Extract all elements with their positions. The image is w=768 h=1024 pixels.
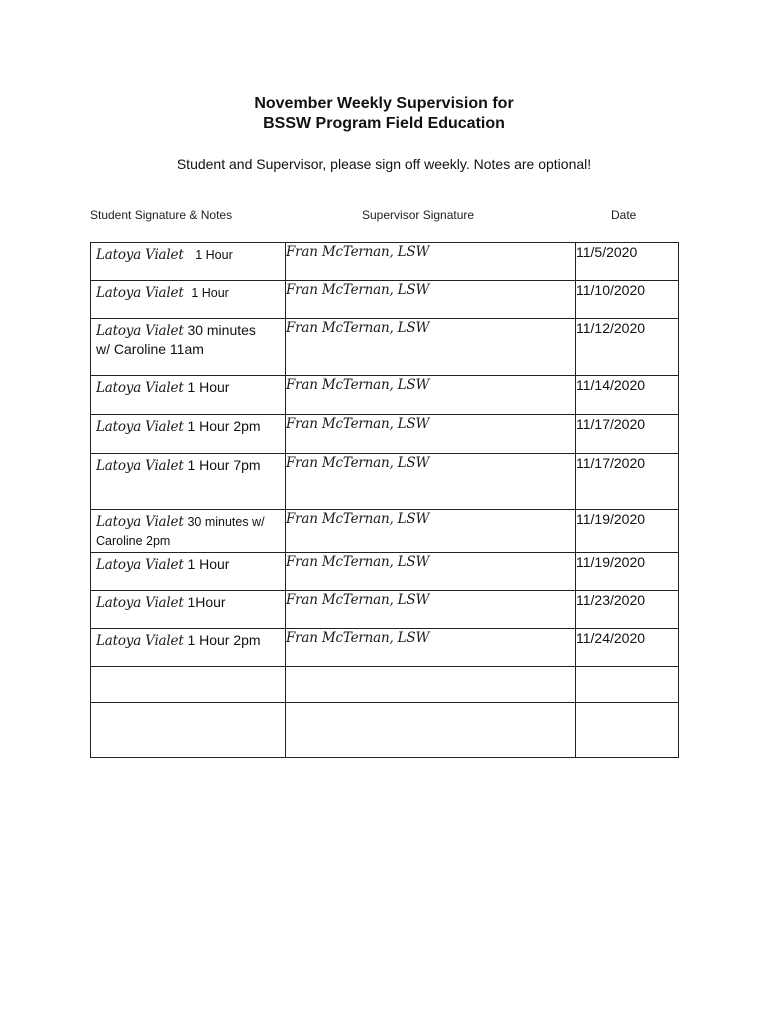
table-row-empty bbox=[91, 667, 679, 703]
student-cell bbox=[91, 667, 286, 703]
date-cell: 11/19/2020 bbox=[576, 510, 679, 553]
supervisor-cell bbox=[286, 553, 576, 591]
table-row bbox=[91, 319, 679, 376]
date-cell: 11/24/2020 bbox=[576, 629, 679, 667]
table-row bbox=[91, 415, 679, 454]
date-cell: 11/17/2020 bbox=[576, 454, 679, 510]
supervisor-cell bbox=[286, 667, 576, 703]
student-note: 1 Hour bbox=[187, 556, 230, 572]
title-line-1: November Weekly Supervision for bbox=[254, 95, 514, 112]
student-cell bbox=[91, 591, 286, 629]
date-cell bbox=[576, 667, 679, 703]
date-cell: 11/17/2020 bbox=[576, 415, 679, 454]
student-note: 1 Hour 2pm bbox=[187, 418, 261, 434]
student-cell bbox=[91, 629, 286, 667]
table-row bbox=[91, 454, 679, 510]
date-cell: 11/23/2020 bbox=[576, 591, 679, 629]
student-note: 30 minutes w/ bbox=[187, 515, 265, 529]
supervisor-signature: Fran McTernan, LSW bbox=[286, 455, 430, 471]
student-cell bbox=[91, 415, 286, 454]
student-cell bbox=[91, 243, 286, 281]
date-cell bbox=[576, 703, 679, 758]
student-signature: Latoya Vialet bbox=[96, 419, 184, 435]
student-cell bbox=[91, 553, 286, 591]
student-note-continued: w/ Caroline 11am bbox=[96, 341, 204, 357]
student-cell bbox=[91, 376, 286, 415]
student-signature: Latoya Vialet bbox=[96, 323, 184, 339]
supervisor-signature: Fran McTernan, LSW bbox=[286, 377, 430, 393]
student-cell bbox=[91, 703, 286, 758]
title-line-2: BSSW Program Field Education bbox=[263, 115, 505, 132]
student-cell bbox=[91, 510, 286, 553]
date-cell: 11/12/2020 bbox=[576, 319, 679, 376]
supervisor-signature: Fran McTernan, LSW bbox=[286, 630, 430, 646]
date-cell: 11/14/2020 bbox=[576, 376, 679, 415]
student-signature: Latoya Vialet bbox=[96, 285, 184, 301]
student-signature: Latoya Vialet bbox=[96, 514, 184, 530]
student-note: 1 Hour 7pm bbox=[187, 457, 261, 473]
student-signature: Latoya Vialet bbox=[96, 633, 184, 649]
student-cell bbox=[91, 454, 286, 510]
table-row bbox=[91, 243, 679, 281]
table-row bbox=[91, 629, 679, 667]
supervisor-signature: Fran McTernan, LSW bbox=[286, 244, 430, 260]
student-cell bbox=[91, 281, 286, 319]
student-signature: Latoya Vialet bbox=[96, 595, 184, 611]
supervisor-signature: Fran McTernan, LSW bbox=[286, 282, 430, 298]
supervisor-signature: Fran McTernan, LSW bbox=[286, 416, 430, 432]
student-note: 1 Hour bbox=[195, 248, 233, 262]
date-cell: 11/5/2020 bbox=[576, 243, 679, 281]
supervisor-cell bbox=[286, 591, 576, 629]
supervisor-cell bbox=[286, 243, 576, 281]
document-title bbox=[0, 94, 768, 134]
date-cell: 11/19/2020 bbox=[576, 553, 679, 591]
table-row bbox=[91, 281, 679, 319]
date-cell: 11/10/2020 bbox=[576, 281, 679, 319]
supervisor-signature: Fran McTernan, LSW bbox=[286, 592, 430, 608]
student-cell bbox=[91, 319, 286, 376]
table-row bbox=[91, 553, 679, 591]
column-header-student: Student Signature & Notes bbox=[90, 208, 233, 222]
student-note: 1 Hour bbox=[191, 286, 229, 300]
supervisor-cell bbox=[286, 629, 576, 667]
supervision-log-table bbox=[90, 242, 679, 758]
student-signature: Latoya Vialet bbox=[96, 247, 184, 263]
supervisor-cell bbox=[286, 415, 576, 454]
student-note-continued: Caroline 2pm bbox=[96, 534, 171, 548]
column-header-date: Date bbox=[611, 208, 637, 222]
supervisor-cell bbox=[286, 510, 576, 553]
table-row bbox=[91, 510, 679, 553]
table-row bbox=[91, 591, 679, 629]
student-note: 30 minutes bbox=[187, 322, 256, 338]
supervisor-cell bbox=[286, 454, 576, 510]
student-signature: Latoya Vialet bbox=[96, 380, 184, 396]
instructions-text: Student and Supervisor, please sign off weekly. Notes are optional! bbox=[176, 156, 592, 172]
student-signature: Latoya Vialet bbox=[96, 458, 184, 474]
student-note: 1Hour bbox=[187, 594, 226, 610]
supervisor-cell bbox=[286, 319, 576, 376]
table-row bbox=[91, 376, 679, 415]
supervisor-cell bbox=[286, 281, 576, 319]
supervisor-cell bbox=[286, 376, 576, 415]
column-header-supervisor: Supervisor Signature bbox=[362, 208, 475, 222]
table-row-empty bbox=[91, 703, 679, 758]
supervisor-cell bbox=[286, 703, 576, 758]
supervisor-signature: Fran McTernan, LSW bbox=[286, 511, 430, 527]
supervisor-signature: Fran McTernan, LSW bbox=[286, 320, 430, 336]
student-signature: Latoya Vialet bbox=[96, 557, 184, 573]
student-note: 1 Hour 2pm bbox=[187, 632, 261, 648]
supervisor-signature: Fran McTernan, LSW bbox=[286, 554, 430, 570]
student-note: 1 Hour bbox=[187, 379, 230, 395]
